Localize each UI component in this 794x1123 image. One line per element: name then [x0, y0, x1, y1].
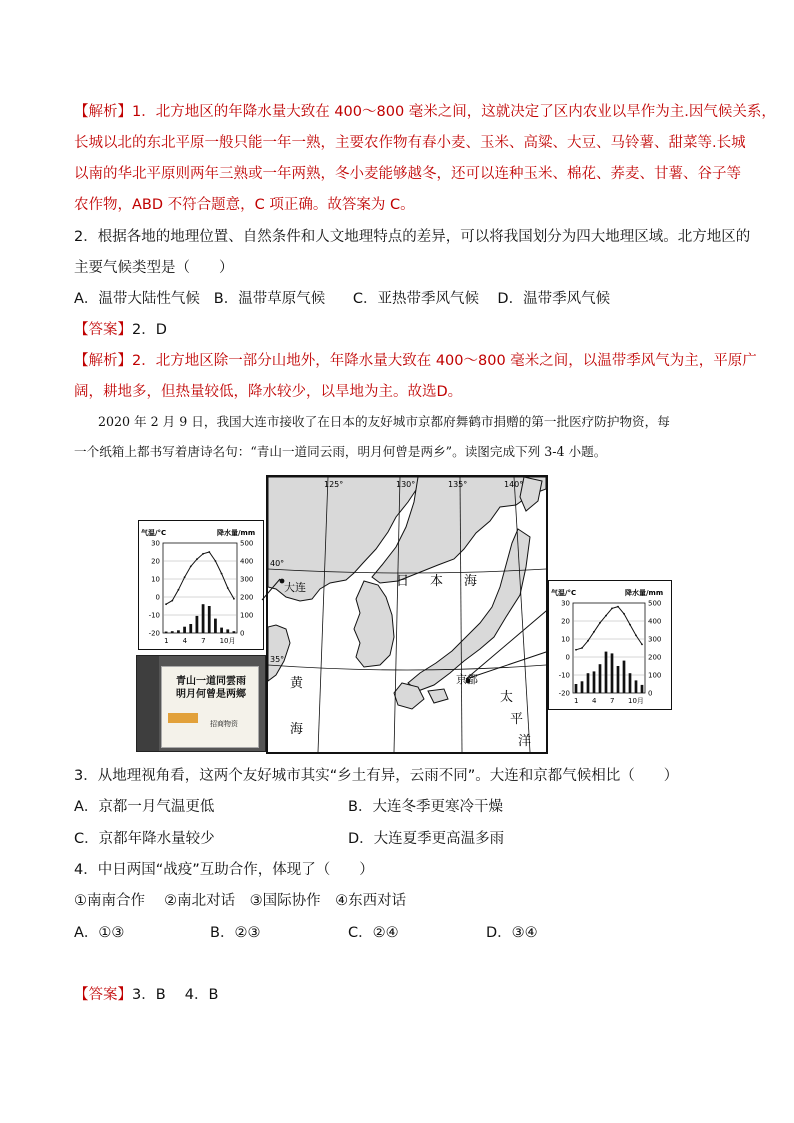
photo-tag: 招商物资: [210, 720, 238, 728]
lon-125-label: 125°: [324, 480, 344, 489]
temp-tick-label: 30: [561, 599, 570, 608]
precip-tick-label: 400: [648, 617, 662, 626]
precip-bar: [635, 680, 638, 693]
answer-text: 2．D: [132, 322, 167, 338]
precip-tick-label: 400: [240, 557, 254, 566]
precip-bar: [641, 685, 644, 693]
poem-line-1: 青山一道同雲雨: [176, 676, 246, 687]
analysis1-line4: 农作物，ABD 不符合题意，C 项正确。故答案为 C。: [74, 197, 415, 213]
temperature-point: [593, 631, 595, 633]
temp-tick-label: 30: [151, 539, 160, 548]
precip-axis-label: 降水量/mm: [625, 589, 664, 597]
q2-stem-line1: 2．根据各地的地理位置、自然条件和人文地理特点的差异，可以将我国划分为四大地理区域。北方地区的: [74, 229, 751, 245]
q2-option-c: C．亚热带季风气候: [352, 291, 479, 307]
answer34: [74, 985, 218, 1005]
sea-japan-char-3: 海: [464, 574, 478, 589]
analysis-text: 2．北方地区除一部分山地外，年降水量大致在 400～800 毫米之间，以温带季风气为主，平原广: [132, 353, 757, 369]
precip-tick-label: 100: [240, 611, 254, 620]
precip-bar: [611, 653, 614, 693]
precip-tick-label: 300: [648, 635, 662, 644]
q3-option-c: C．京都年降水量较少: [74, 831, 215, 847]
pacific-char-3: 洋: [518, 734, 532, 749]
q4-option-b: B．②③: [210, 925, 261, 941]
yellow-sea-char-1: 黄: [290, 676, 304, 691]
temperature-point: [629, 624, 631, 626]
q4-stem: 4．中日两国“战疫”互助合作，体现了（ ）: [74, 862, 374, 878]
temp-tick-label: 20: [151, 557, 160, 566]
precip-bar: [575, 684, 578, 693]
temperature-point: [611, 608, 613, 610]
lat-40-label: 40°: [270, 559, 285, 568]
answer-tag: 【答案】: [74, 322, 132, 338]
month-tick-label: 10月: [628, 697, 644, 705]
answer-tag: 【答案】: [74, 987, 132, 1003]
q2-stem-line2: 主要气候类型是（ ）: [74, 260, 234, 276]
yellow-sea-char-2: 海: [290, 722, 304, 737]
q4-items: ①南南合作 ②南北对话 ③国际协作 ④东西对话: [74, 893, 407, 909]
month-tick-label: 4: [592, 697, 597, 705]
temp-axis-label: 气温/°C: [551, 589, 577, 597]
month-tick-label: 1: [574, 697, 579, 705]
temperature-point: [587, 640, 589, 642]
precip-bar: [605, 652, 608, 693]
month-tick-label: 7: [610, 697, 615, 705]
kyoto-label: 京都: [456, 673, 478, 686]
kyoto-connector-bottom: [466, 650, 552, 679]
q3-option-a: A．京都一月气温更低: [74, 799, 215, 815]
poem-line-2: 明月何曾是两鄉: [176, 689, 246, 700]
material-line2: 一个纸箱上都书写着唐诗名句：“青山一道同云雨，明月何曾是两乡”。读图完成下列 3-4 小题。: [74, 444, 607, 459]
temperature-point: [599, 622, 601, 624]
analysis1-line3: 以南的华北平原则两年三熟或一年两熟，冬小麦能够越冬，还可以连种玉米、棉花、荞麦、甘薯、谷子等: [74, 166, 741, 182]
temperature-point: [581, 647, 583, 649]
temp-tick-label: -20: [558, 689, 570, 698]
temp-tick-label: 20: [561, 617, 570, 626]
pacific-char-2: 平: [510, 712, 524, 727]
temp-tick-label: -10: [148, 611, 160, 620]
analysis-tag: 【解析】: [74, 353, 132, 369]
temperature-point: [635, 635, 637, 637]
lon-135-label: 135°: [448, 480, 468, 489]
analysis2-line2: 阔，耕地多，但热量较低，降水较少，以旱地为主。故选D。: [74, 384, 463, 400]
q3-option-b: B．大连冬季更寒冷干燥: [348, 799, 503, 815]
precip-tick-label: 0: [240, 629, 245, 638]
temp-tick-label: 10: [151, 575, 160, 584]
precip-bar: [617, 666, 620, 693]
sea-japan-char-2: 本: [430, 574, 444, 589]
material-line1: 2020 年 2 月 9 日，我国大连市接收了在日本的友好城市京都府舞鹤市捐赠的第一批医疗防护物资，每: [98, 414, 670, 429]
precip-tick-label: 500: [648, 599, 662, 608]
temperature-line: [576, 607, 642, 650]
precip-bar: [587, 673, 590, 693]
precip-tick-label: 0: [648, 689, 653, 698]
temp-tick-label: 0: [155, 593, 160, 602]
q2-option-b: B．温带草原气候: [213, 291, 326, 307]
kyoto-climate-chart: [548, 580, 672, 710]
precip-bar: [593, 671, 596, 693]
q4-option-c: C．②④: [348, 925, 399, 941]
month-tick-label: 7: [201, 637, 206, 645]
answer-text: 3．B 4．B: [132, 987, 219, 1003]
precip-tick-label: 200: [648, 653, 662, 662]
precip-tick-label: 300: [240, 575, 254, 584]
plot-frame: [573, 603, 645, 693]
q2-option-d: D．温带季风气候: [497, 291, 611, 307]
analysis-text: 1．北方地区的年降水量大致在 400～800 毫米之间，这就决定了区内农业以旱作为主.因气候关系，: [132, 104, 776, 120]
temp-tick-label: 10: [561, 635, 570, 644]
q4-option-a: A．①③: [74, 925, 125, 941]
precip-axis-label: 降水量/mm: [217, 529, 256, 537]
lon-130-label: 130°: [396, 480, 416, 489]
temp-tick-label: 0: [565, 653, 570, 662]
temperature-point: [623, 613, 625, 615]
q3-option-d: D．大连夏季更高温多雨: [348, 831, 505, 847]
temperature-point: [605, 615, 607, 617]
dalian-connector: [262, 579, 280, 600]
lon-140-label: 140°: [504, 480, 524, 489]
month-tick-label: 4: [182, 637, 188, 645]
analysis1-line2: 长城以北的东北平原一般只能一年一熟，主要农作物有春小麦、玉米、高粱、大豆、马铃薯、甜菜等.长城: [74, 135, 746, 151]
precip-bar: [599, 664, 602, 693]
temperature-point: [617, 606, 619, 608]
month-tick-label: 1: [164, 637, 169, 645]
temperature-point: [641, 644, 643, 646]
precip-tick-label: 200: [240, 593, 254, 602]
q4-option-d: D．③④: [486, 925, 538, 941]
dalian-label: 大连: [284, 581, 306, 594]
lat-35-label: 35°: [270, 655, 285, 664]
precip-bar: [581, 681, 584, 693]
q2-option-a: A．温带大陆性气候: [74, 291, 200, 307]
precip-bar: [629, 673, 632, 693]
analysis-tag: 【解析】: [74, 104, 132, 120]
temp-axis-label: 气温/°C: [141, 529, 167, 537]
precip-tick-label: 500: [240, 539, 254, 548]
month-tick-label: 10月: [219, 637, 236, 645]
temperature-point: [575, 649, 577, 651]
temp-tick-label: -20: [148, 629, 160, 638]
precip-bar: [623, 661, 626, 693]
pacific-char-1: 太: [500, 690, 514, 705]
kyoto-chart-svg: [549, 581, 671, 709]
precip-tick-label: 100: [648, 671, 662, 680]
kyoto-connector-top: [466, 606, 552, 679]
temp-tick-label: -10: [558, 671, 570, 680]
sea-japan-char-1: 日: [396, 574, 410, 589]
q3-stem: 3．从地理视角看，这两个友好城市其实“乡土有异，云雨不同”。大连和京都气候相比（ ）: [74, 768, 679, 784]
